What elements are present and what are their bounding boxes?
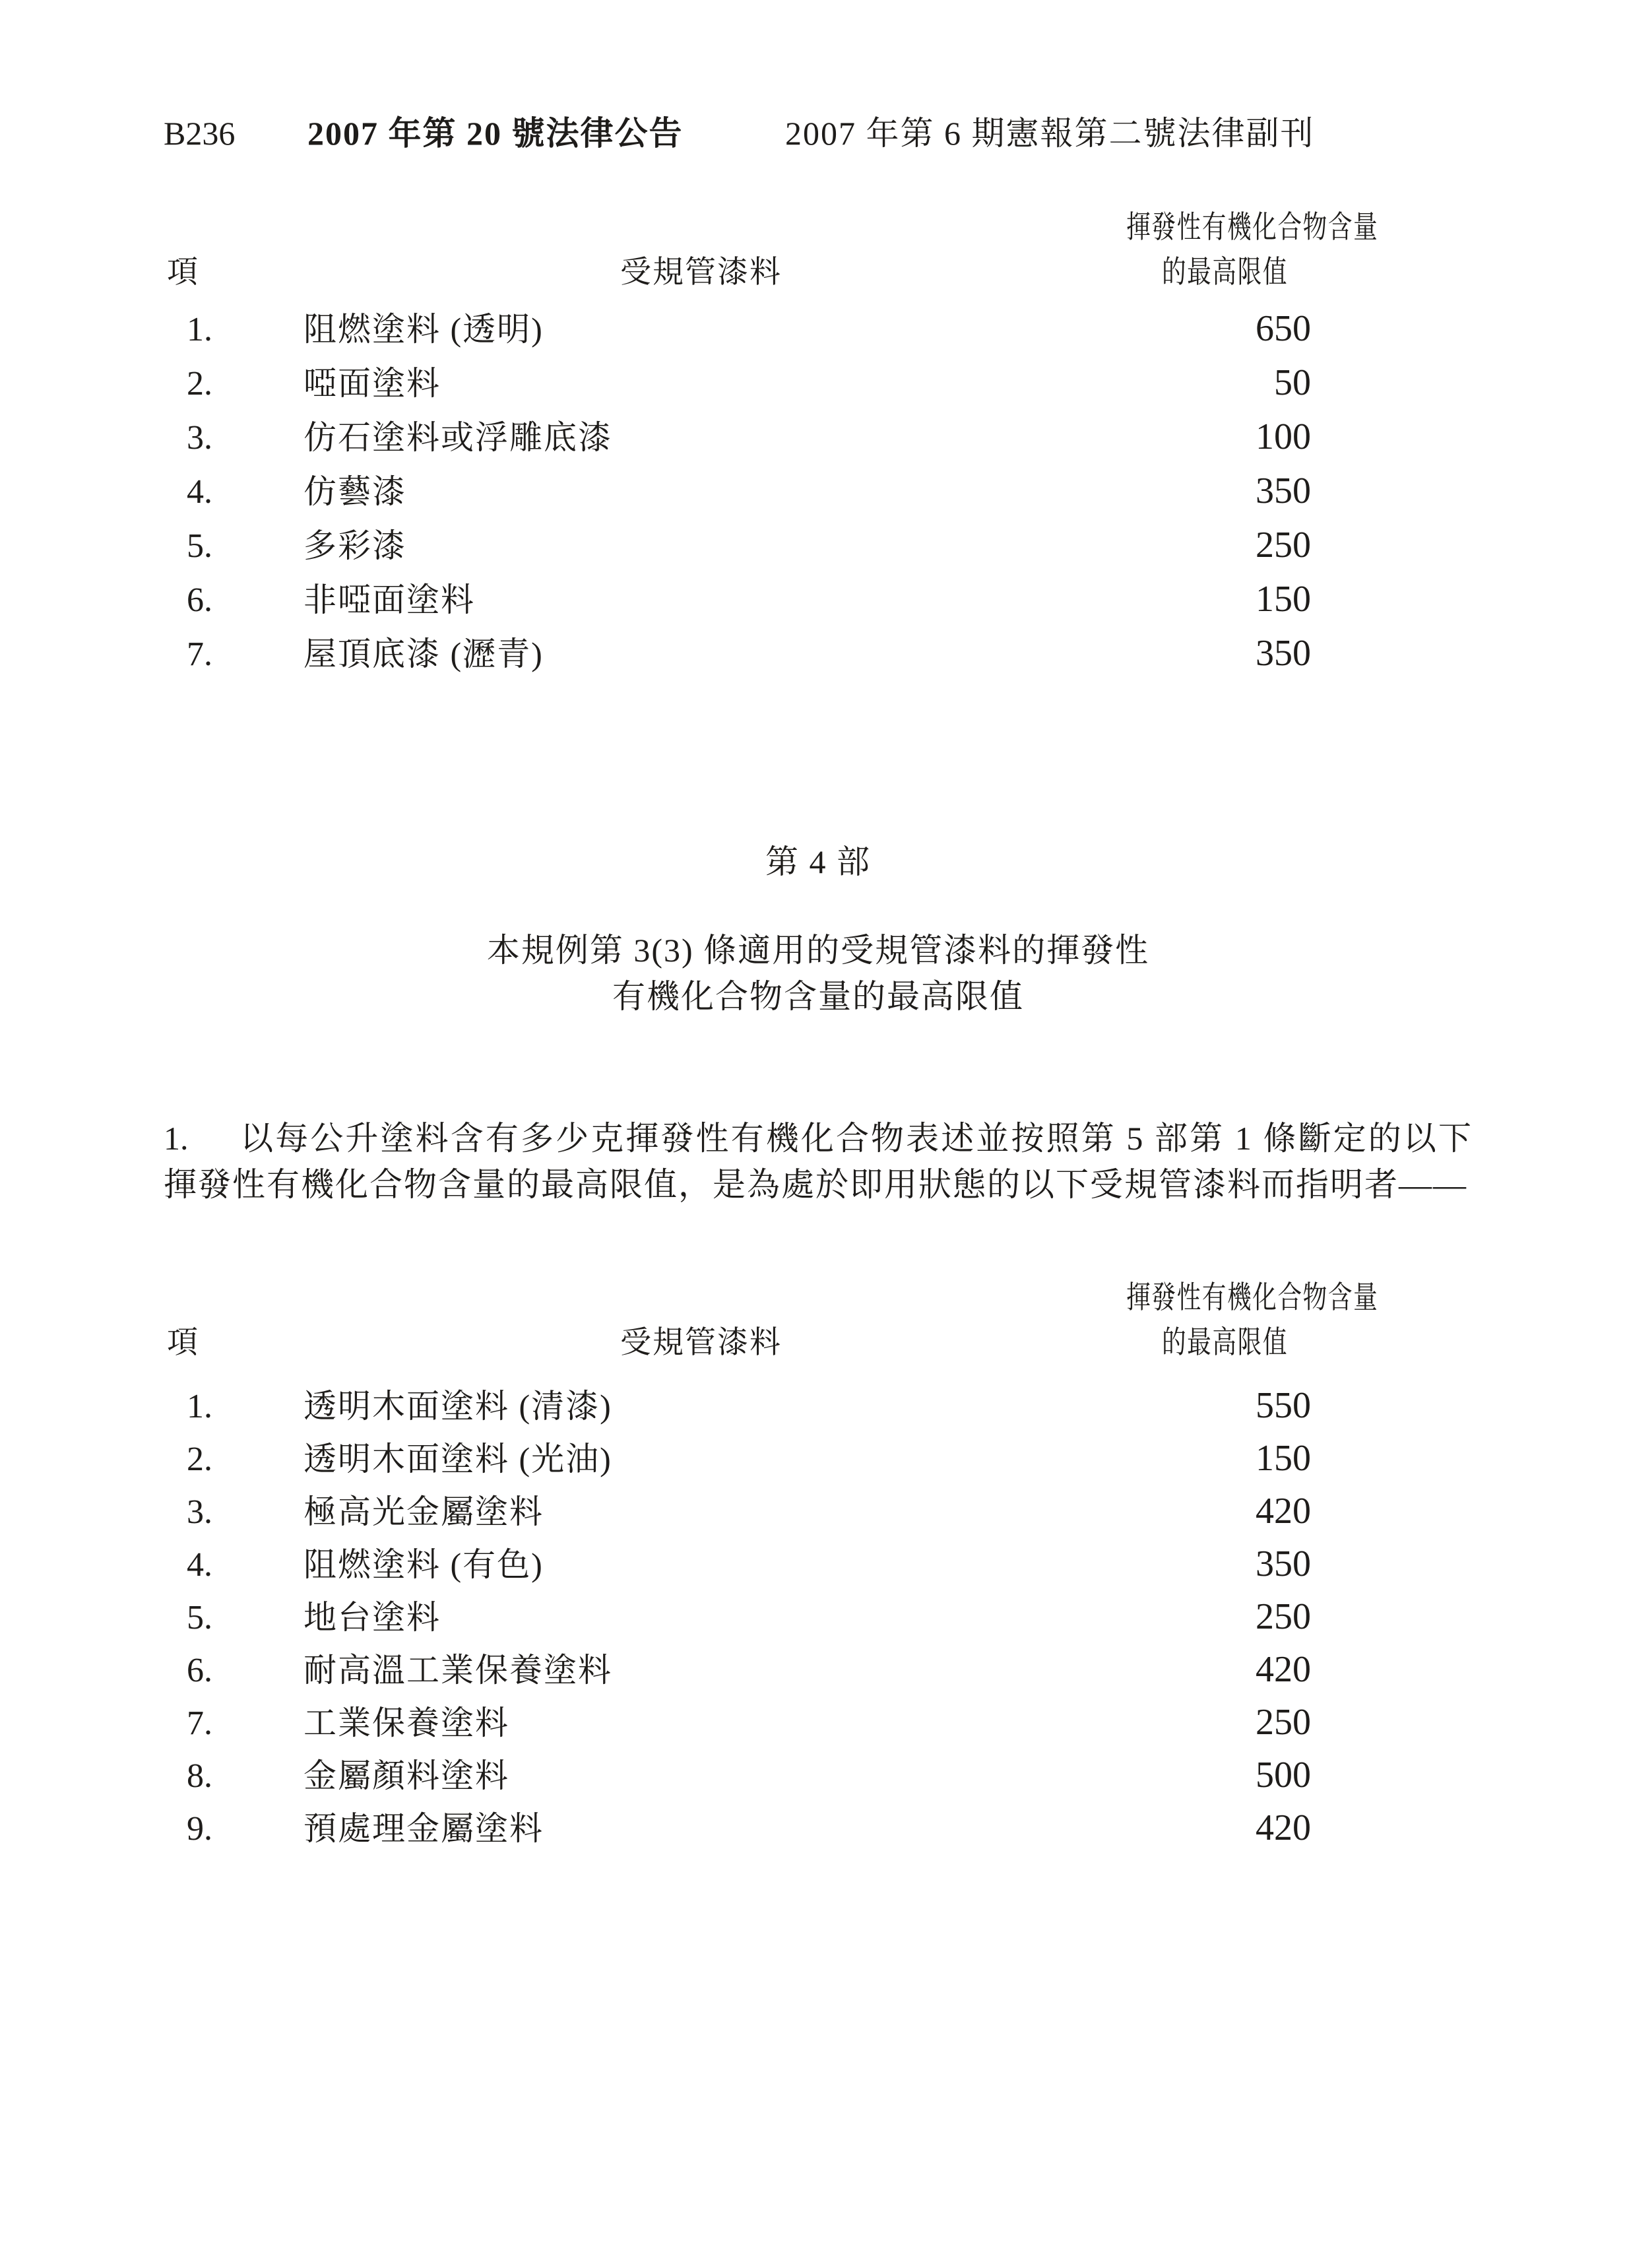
paint-name: 阻燃塗料 (有色) bbox=[303, 1546, 544, 1583]
table2-col-paint: 受規管漆料 bbox=[620, 1326, 782, 1360]
paint-name: 仿藝漆 bbox=[303, 473, 406, 510]
voc-value: 350 bbox=[1256, 1543, 1311, 1584]
table-row bbox=[164, 1432, 1473, 1485]
paint-name: 地台塗料 bbox=[303, 1599, 441, 1636]
table2-col-voc-limit bbox=[1099, 1276, 1379, 1365]
paragraph-1 bbox=[164, 1115, 1473, 1208]
voc-value: 250 bbox=[1256, 1596, 1311, 1637]
table1-column-header bbox=[164, 205, 1473, 295]
table1-col-voc-line1: 揮發性有機化合物含量 bbox=[1126, 211, 1379, 245]
row-number: 5. bbox=[187, 1599, 212, 1636]
paint-name: 多彩漆 bbox=[303, 527, 406, 564]
voc-value: 420 bbox=[1256, 1491, 1311, 1532]
table-row bbox=[164, 1801, 1473, 1854]
table-row bbox=[164, 1643, 1473, 1696]
table-row bbox=[164, 1590, 1473, 1643]
table-row bbox=[164, 464, 1473, 518]
table-row bbox=[164, 1485, 1473, 1538]
table2-col-item: 項 bbox=[167, 1326, 199, 1360]
table1-col-voc-limit bbox=[1099, 205, 1379, 295]
voc-value: 350 bbox=[1256, 633, 1311, 674]
voc-value: 350 bbox=[1256, 470, 1311, 511]
table-row bbox=[164, 572, 1473, 626]
row-number: 1. bbox=[187, 311, 212, 348]
voc-value: 100 bbox=[1256, 416, 1311, 457]
row-number: 2. bbox=[187, 1441, 212, 1478]
voc-value: 150 bbox=[1256, 1438, 1311, 1479]
voc-value: 150 bbox=[1256, 579, 1311, 620]
table1-col-voc-line2: 的最高限值 bbox=[1161, 255, 1289, 290]
table-row bbox=[164, 518, 1473, 572]
row-number: 7. bbox=[187, 635, 212, 673]
paint-name: 預處理金屬塗料 bbox=[303, 1810, 544, 1847]
table-row bbox=[164, 626, 1473, 680]
part-heading: 第 4 部 bbox=[765, 843, 871, 880]
table2-column-header bbox=[164, 1276, 1473, 1365]
gazette-title: 2007 年第 6 期憲報第二號法律副刊 bbox=[785, 115, 1315, 152]
paint-name: 阻燃塗料 (透明) bbox=[303, 311, 544, 348]
table1-col-paint: 受規管漆料 bbox=[620, 255, 782, 290]
row-number: 6. bbox=[187, 581, 212, 619]
paint-name: 耐高溫工業保養塗料 bbox=[303, 1652, 612, 1689]
row-number: 4. bbox=[187, 473, 212, 511]
voc-value: 650 bbox=[1256, 308, 1311, 349]
paint-name: 工業保養塗料 bbox=[303, 1704, 509, 1741]
table1-col-item: 項 bbox=[167, 255, 199, 290]
row-number: 2. bbox=[187, 365, 212, 403]
row-number: 9. bbox=[187, 1810, 212, 1848]
part-subtitle-line1: 本規例第 3(3) 條適用的受規管漆料的揮發性 bbox=[486, 932, 1150, 969]
voc-value: 250 bbox=[1256, 1702, 1311, 1743]
table-row bbox=[164, 1379, 1473, 1432]
table-row bbox=[164, 410, 1473, 464]
table1-rows bbox=[164, 302, 1473, 680]
row-number: 5. bbox=[187, 527, 212, 565]
page-header bbox=[164, 116, 1473, 156]
table-row bbox=[164, 1749, 1473, 1801]
paint-name: 非啞面塗料 bbox=[303, 581, 475, 618]
voc-value: 550 bbox=[1256, 1385, 1311, 1426]
page-content bbox=[164, 0, 1473, 2268]
row-number: 4. bbox=[187, 1546, 212, 1584]
paragraph-text: 以每公升塗料含有多少克揮發性有機化合物表述並按照第 5 部第 1 條斷定的以下揮發性有機化合物含量的最高限值，是為處於即用狀態的以下受規管漆料而指明者—— bbox=[164, 1120, 1473, 1203]
part-subtitle-line2: 有機化合物含量的最高限值 bbox=[612, 978, 1024, 1015]
table2-col-voc-line2: 的最高限值 bbox=[1161, 1326, 1289, 1360]
paint-name: 極高光金屬塗料 bbox=[303, 1493, 544, 1530]
paint-name: 仿石塗料或浮雕底漆 bbox=[303, 419, 612, 456]
row-number: 6. bbox=[187, 1652, 212, 1689]
table-row bbox=[164, 1696, 1473, 1749]
table-row bbox=[164, 302, 1473, 356]
part-subtitle bbox=[164, 927, 1473, 1020]
row-number: 3. bbox=[187, 419, 212, 457]
paint-name: 透明木面塗料 (清漆) bbox=[303, 1388, 612, 1425]
row-number: 3. bbox=[187, 1493, 212, 1531]
table-row bbox=[164, 1538, 1473, 1590]
table-row bbox=[164, 356, 1473, 410]
voc-value: 420 bbox=[1256, 1807, 1311, 1848]
paint-name: 金屬顏料塗料 bbox=[303, 1757, 509, 1794]
row-number: 7. bbox=[187, 1704, 212, 1742]
paint-name: 啞面塗料 bbox=[303, 365, 441, 402]
paint-name: 屋頂底漆 (瀝青) bbox=[303, 635, 544, 672]
voc-value: 500 bbox=[1256, 1755, 1311, 1796]
table2-col-voc-line1: 揮發性有機化合物含量 bbox=[1126, 1281, 1379, 1315]
voc-value: 250 bbox=[1256, 525, 1311, 566]
table2-rows bbox=[164, 1379, 1473, 1854]
legal-notice-title: 2007 年第 20 號法律公告 bbox=[307, 115, 684, 152]
paint-name: 透明木面塗料 (光油) bbox=[303, 1441, 612, 1477]
voc-value: 50 bbox=[1274, 362, 1311, 403]
voc-value: 420 bbox=[1256, 1649, 1311, 1690]
page-number: B236 bbox=[164, 115, 236, 152]
row-number: 8. bbox=[187, 1757, 212, 1795]
paragraph-number: 1. bbox=[164, 1120, 189, 1157]
row-number: 1. bbox=[187, 1388, 212, 1425]
